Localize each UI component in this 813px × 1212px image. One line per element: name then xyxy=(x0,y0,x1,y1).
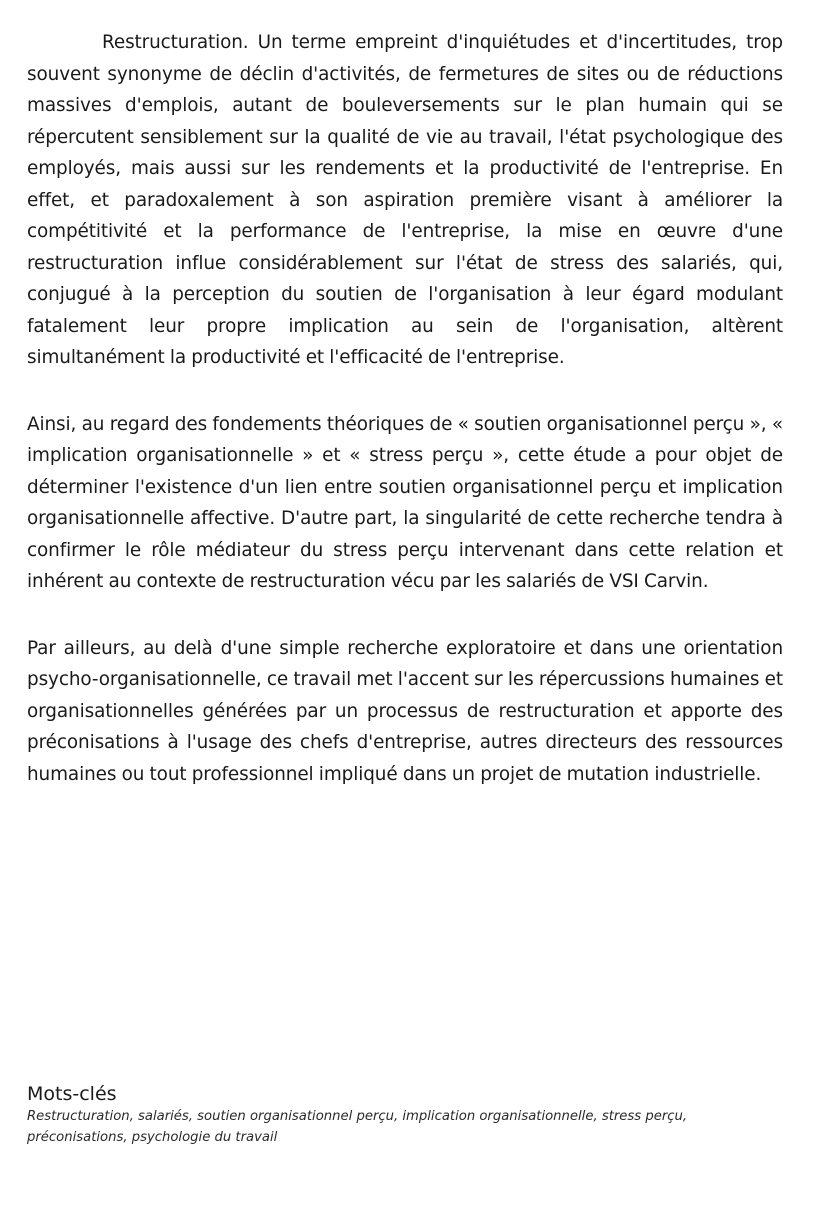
keywords-title: Mots-clés xyxy=(27,1083,117,1105)
paragraph-objective: Ainsi, au regard des fondements théoriques de « soutien organisationnel perçu », « implication organisationnelle » et « stress perçu », cette étude a pour objet de déterminer l'existence d'un lien entre soutien organisationnel perçu et implication organisationnelle affective. D'autre part, la singularité de cette recherche tendra à confirmer le rôle médiateur du stress perçu intervenant dans cette relation et inhérent au contexte de restructuration vécu par les salariés de VSI Carvin. xyxy=(27,413,783,592)
paragraph-contribution: Par ailleurs, au delà d'une simple recherche exploratoire et dans une orientation psycho-organisationnelle, ce travail met l'accent sur les répercussions humaines et organisationnelles générées par un processus de restructuration et apporte des préconisations à l'usage des chefs d'entreprise, autres directeurs des ressources humaines ou tout professionnel impliqué dans un projet de mutation industrielle. xyxy=(27,637,783,785)
keywords-list: Restructuration, salariés, soutien organisationnel perçu, implication organisationnelle, stress perçu, préconisations, psychologie du travail xyxy=(27,1109,688,1145)
keywords-section xyxy=(27,1082,783,1148)
document-body xyxy=(27,27,783,790)
paragraph-introduction: Restructuration. Un terme empreint d'inquiétudes et d'incertitudes, trop souvent synonyme de déclin d'activités, de fermetures de sites ou de réductions massives d'emplois, autant de bouleversements sur le plan humain qui se répercutent sensiblement sur la qualité de vie au travail, l'état psychologique des employés, mais aussi sur les rendements et la productivité de l'entreprise. En effet, et paradoxalement à son aspiration première visant à améliorer la compétitivité et la performance de l'entreprise, la mise en œuvre d'une restructuration influe considérablement sur l'état de stress des salariés, qui, conjugué à la perception du soutien de l'organisation à leur égard modulant fatalement leur propre implication au sein de l'organisation, altèrent simultanément la productivité et l'efficacité de l'entreprise. xyxy=(27,32,783,368)
